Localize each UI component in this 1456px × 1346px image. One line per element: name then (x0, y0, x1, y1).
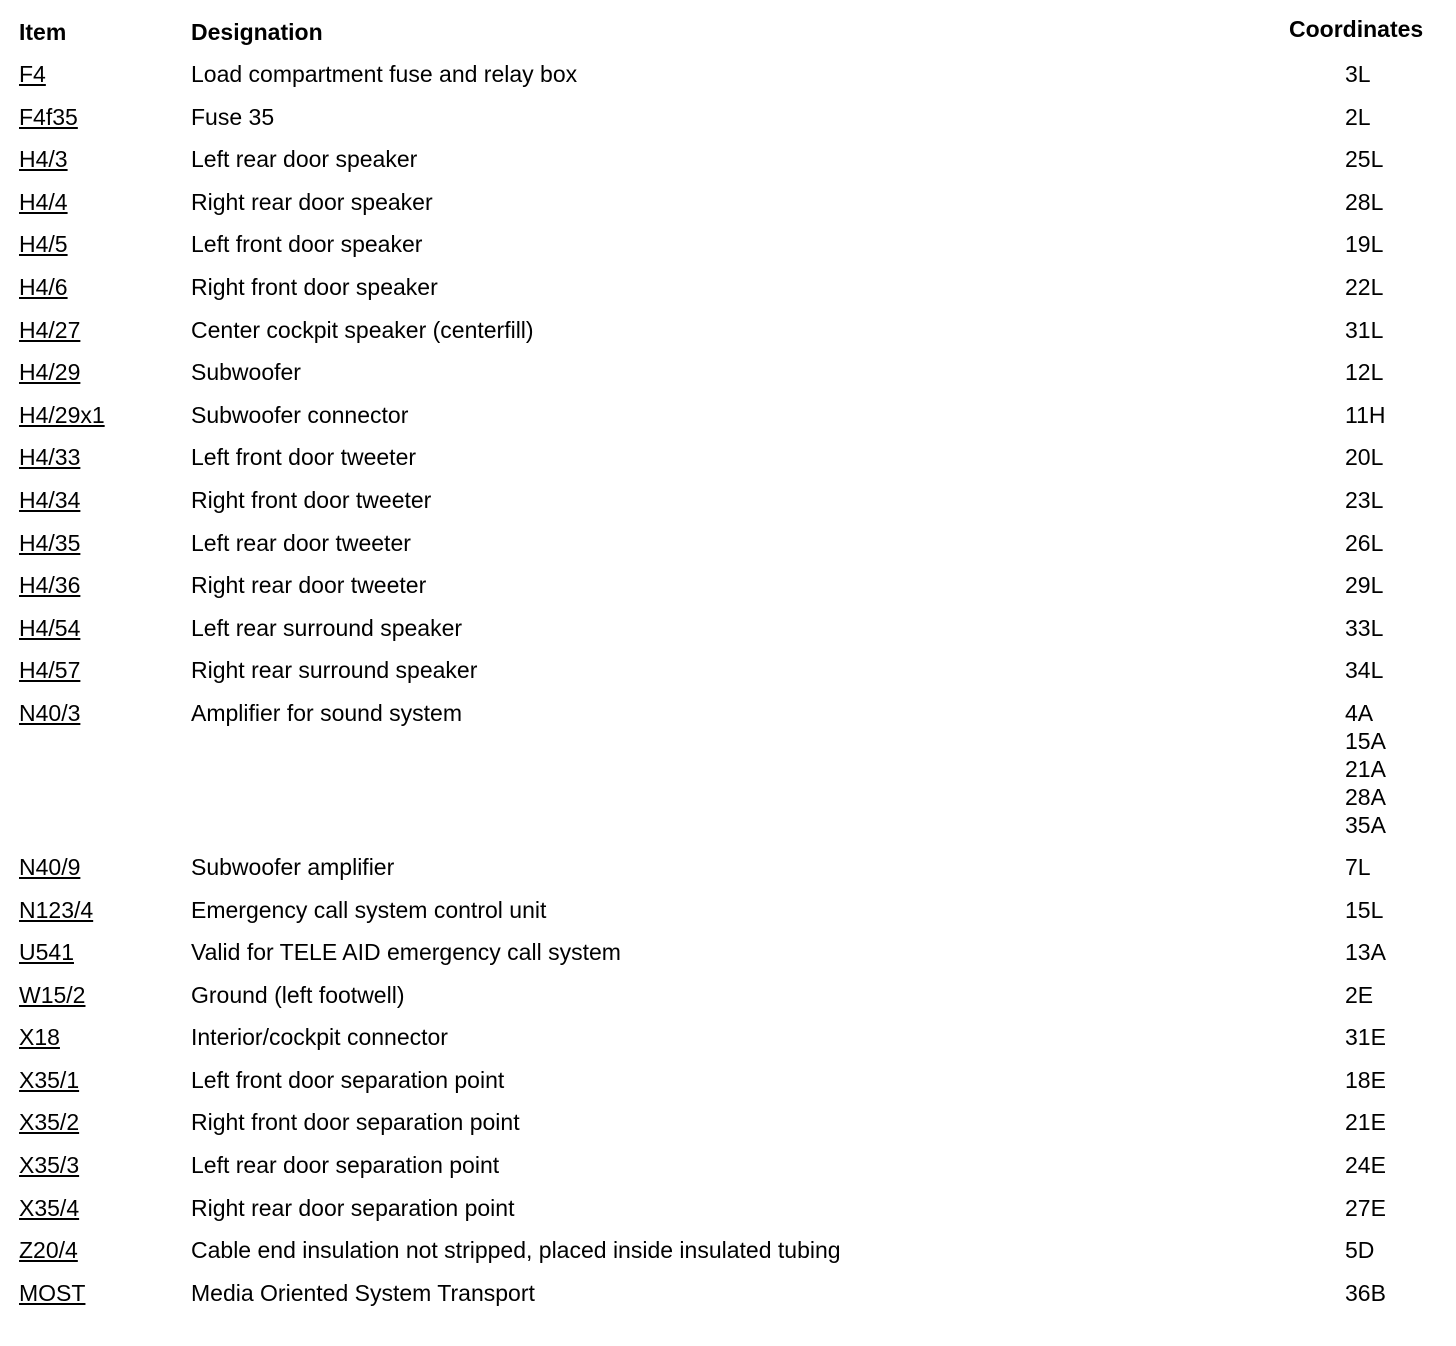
coordinates-cell (1345, 61, 1371, 89)
coordinates-cell (1345, 1280, 1386, 1308)
table-row (0, 897, 1456, 940)
designation-text: Center cockpit speaker (centerfill) (191, 316, 534, 343)
coordinate-value: 20L (1345, 444, 1384, 471)
designation-text: Subwoofer connector (191, 401, 409, 428)
coordinates-cell (1345, 854, 1371, 882)
designation-text: Media Oriented System Transport (191, 1279, 535, 1306)
coordinates-cell (1345, 104, 1371, 132)
item-link[interactable]: H4/33 (19, 444, 81, 471)
coordinate-value: 3L (1345, 61, 1371, 87)
coordinate-value: 35A (1345, 811, 1386, 838)
coordinates-cell (1345, 572, 1383, 600)
table-row (0, 359, 1456, 402)
designation-text: Right rear door separation point (191, 1194, 515, 1221)
table-row (0, 572, 1456, 615)
designation-text: Amplifier for sound system (191, 699, 462, 726)
table-row (0, 1067, 1456, 1110)
item-link[interactable]: N40/3 (19, 699, 81, 726)
designation-text: Right front door separation point (191, 1109, 520, 1136)
designation-text: Emergency call system control unit (191, 896, 547, 923)
coordinates-cell (1345, 657, 1383, 685)
coordinate-value: 34L (1345, 657, 1384, 684)
designation-text: Right front door speaker (191, 273, 438, 300)
table-row (0, 1237, 1456, 1280)
item-link[interactable]: W15/2 (19, 981, 86, 1008)
designation-text: Left front door speaker (191, 231, 423, 258)
item-link[interactable]: H4/5 (19, 231, 68, 258)
coordinate-value: 25L (1345, 146, 1384, 173)
coordinates-cell (1345, 402, 1386, 430)
header-item: Item (19, 19, 67, 45)
coordinates-cell (1345, 530, 1383, 558)
table-row (0, 1195, 1456, 1238)
coordinate-value: 19L (1345, 231, 1384, 258)
coordinate-value: 5D (1345, 1237, 1375, 1264)
designation-text: Valid for TELE AID emergency call system (191, 939, 621, 966)
header-coordinates: Coordinates (1289, 16, 1424, 42)
coordinate-value: 28A (1345, 783, 1386, 810)
designation-text: Left front door separation point (191, 1066, 505, 1093)
item-link[interactable]: H4/29 (19, 359, 81, 386)
item-link[interactable]: N123/4 (19, 896, 94, 923)
designation-text: Cable end insulation not stripped, placed inside insulated tubing (191, 1237, 841, 1264)
item-link[interactable]: MOST (19, 1279, 86, 1306)
item-link[interactable]: H4/3 (19, 146, 68, 173)
coordinates-cell (1345, 700, 1386, 840)
item-link[interactable]: H4/29x1 (19, 401, 105, 428)
coordinate-value: 4A (1345, 699, 1374, 726)
coordinates-cell (1345, 231, 1383, 259)
table-row (0, 1024, 1456, 1067)
item-link[interactable]: F4 (19, 61, 46, 87)
table-row (0, 1152, 1456, 1195)
table-row (0, 317, 1456, 360)
designation-text: Right rear door speaker (191, 188, 433, 215)
coordinate-value: 31L (1345, 316, 1384, 343)
coordinate-value: 18E (1345, 1066, 1386, 1093)
item-link[interactable]: H4/35 (19, 529, 81, 556)
table-row (0, 615, 1456, 658)
item-link[interactable]: H4/57 (19, 657, 81, 684)
coordinates-cell (1345, 1237, 1374, 1265)
coordinate-value: 11H (1345, 401, 1386, 428)
coordinates-cell (1345, 1152, 1386, 1180)
coordinates-cell (1345, 359, 1383, 387)
table-row (0, 274, 1456, 317)
designation-text: Fuse 35 (191, 103, 275, 130)
item-link[interactable]: X18 (19, 1024, 60, 1051)
coordinates-cell (1345, 487, 1383, 515)
table-row (0, 939, 1456, 982)
header-designation: Designation (191, 19, 323, 45)
item-link[interactable]: U541 (19, 939, 74, 966)
designation-text: Left rear door tweeter (191, 529, 411, 556)
table-row (0, 854, 1456, 897)
coordinate-value: 23L (1345, 486, 1384, 513)
coordinates-cell (1345, 1195, 1386, 1223)
coordinates-cell (1345, 897, 1383, 925)
table-row (0, 146, 1456, 189)
coordinates-cell (1345, 274, 1383, 302)
coordinates-cell (1345, 146, 1383, 174)
coordinates-cell (1345, 1067, 1386, 1095)
designation-text: Load compartment fuse and relay box (191, 61, 578, 87)
coordinate-value: 15A (1345, 727, 1386, 754)
item-link[interactable]: X35/1 (19, 1066, 80, 1093)
table-row (0, 231, 1456, 274)
designation-text: Left front door tweeter (191, 444, 417, 471)
coordinate-value: 21A (1345, 755, 1386, 782)
coordinate-value: 2L (1345, 103, 1371, 130)
item-link[interactable]: Z20/4 (19, 1237, 78, 1264)
designation-text: Interior/cockpit connector (191, 1024, 448, 1051)
designation-text: Ground (left footwell) (191, 981, 405, 1008)
designation-text: Left rear door separation point (191, 1152, 500, 1179)
item-link[interactable]: H4/36 (19, 572, 81, 599)
coordinate-value: 7L (1345, 853, 1371, 880)
designation-text: Right front door tweeter (191, 486, 432, 513)
coordinate-value: 28L (1345, 188, 1384, 215)
coordinates-cell (1345, 1109, 1386, 1137)
coordinates-cell (1345, 1024, 1386, 1052)
item-link[interactable]: H4/34 (19, 486, 81, 513)
designation-text: Right rear door tweeter (191, 572, 427, 599)
item-link[interactable]: H4/6 (19, 273, 68, 300)
coordinate-value: 33L (1345, 614, 1384, 641)
table-row (0, 189, 1456, 232)
coordinate-value: 36B (1345, 1279, 1386, 1306)
designation-text: Left rear surround speaker (191, 614, 463, 641)
table-row (0, 530, 1456, 573)
table-row (0, 700, 1456, 854)
coordinates-cell (1345, 317, 1383, 345)
coordinate-value: 2E (1345, 981, 1374, 1008)
coordinates-cell (1345, 939, 1386, 967)
coordinates-cell (1345, 982, 1373, 1010)
designation-text: Subwoofer amplifier (191, 853, 395, 880)
item-link[interactable]: X35/4 (19, 1194, 80, 1221)
coordinate-value: 29L (1345, 572, 1384, 599)
item-link[interactable]: X35/3 (19, 1152, 80, 1179)
item-link[interactable]: N40/9 (19, 853, 81, 880)
item-link[interactable]: X35/2 (19, 1109, 80, 1136)
table-row (0, 487, 1456, 530)
table-row (0, 104, 1456, 147)
coordinate-value: 12L (1345, 359, 1384, 386)
coordinates-cell (1345, 444, 1383, 472)
table-row (0, 444, 1456, 487)
coordinates-cell (1345, 189, 1383, 217)
designation-text: Left rear door speaker (191, 146, 418, 173)
item-link[interactable]: F4f35 (19, 103, 78, 130)
coordinate-value: 27E (1345, 1194, 1386, 1221)
table-row (0, 982, 1456, 1025)
coordinate-value: 31E (1345, 1024, 1386, 1051)
coordinate-value: 22L (1345, 273, 1384, 300)
designation-text: Subwoofer (191, 359, 301, 386)
item-link[interactable]: H4/27 (19, 316, 81, 343)
coordinates-cell (1345, 615, 1383, 643)
coordinate-value: 13A (1345, 939, 1386, 966)
table-body (0, 61, 1456, 1322)
table-row (0, 657, 1456, 700)
table-row (0, 1280, 1456, 1323)
coordinate-value: 21E (1345, 1109, 1386, 1136)
designation-text: Right rear surround speaker (191, 657, 478, 684)
coordinate-value: 15L (1345, 896, 1384, 923)
table-row (0, 61, 1456, 104)
coordinate-value: 26L (1345, 529, 1384, 556)
table-row (0, 402, 1456, 445)
table-row (0, 1109, 1456, 1152)
coordinate-value: 24E (1345, 1152, 1386, 1179)
item-link[interactable]: H4/4 (19, 188, 68, 215)
item-link[interactable]: H4/54 (19, 614, 81, 641)
